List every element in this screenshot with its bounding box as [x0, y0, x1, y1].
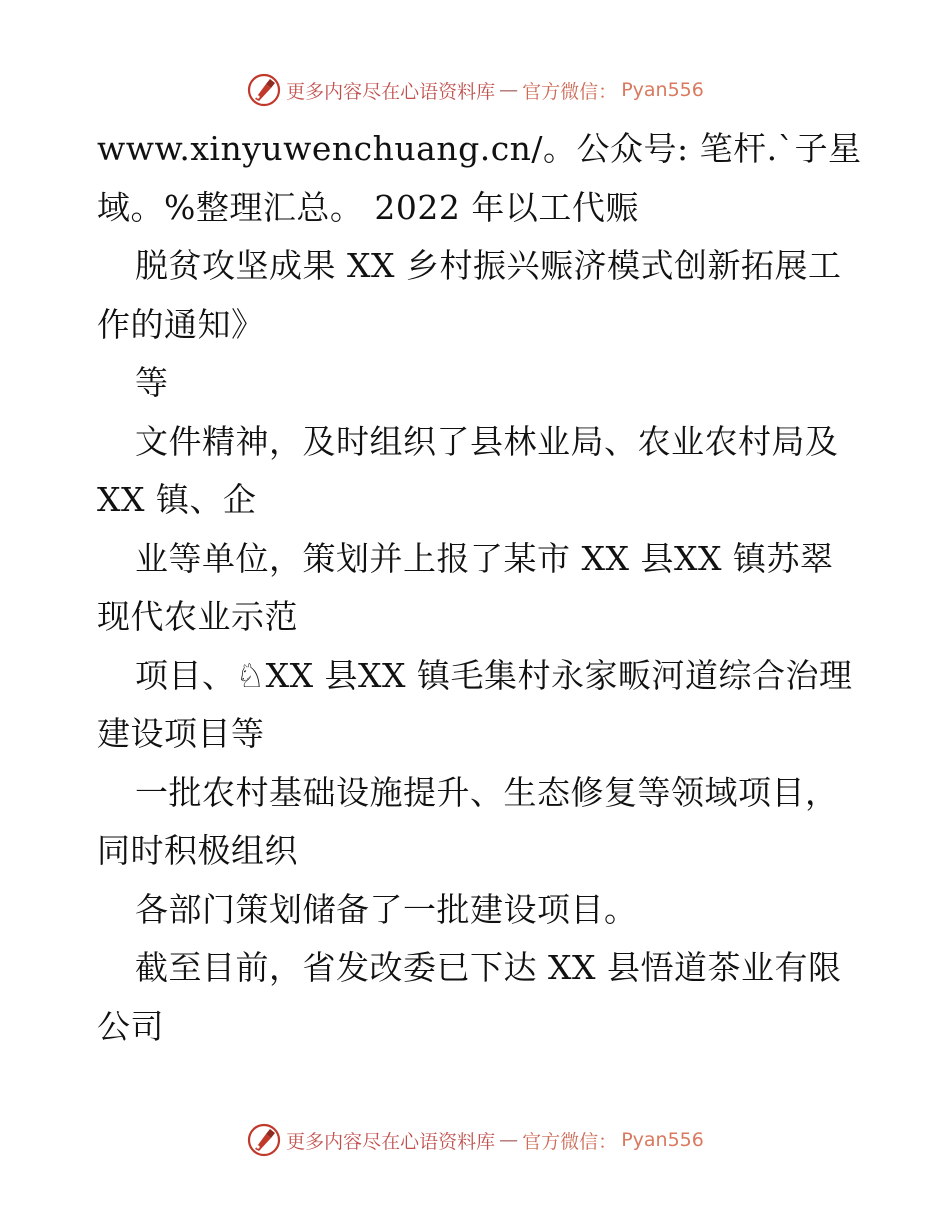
text-line: 脱贫攻坚成果 XX 乡村振兴赈济模式创新拓展工	[135, 246, 842, 285]
text-line: 同时积极组织	[97, 831, 298, 870]
pen-nib-circle-icon	[246, 1122, 282, 1158]
watermark-wechat-label: 官方微信：	[522, 80, 618, 103]
text-line: 截至目前，省发改委已下达 XX 县悟道茶业有限	[135, 948, 842, 987]
text-line: www.xinyuwenchuang.cn/。公众号: 笔杆.`子星	[97, 129, 862, 168]
watermark-text: 更多内容尽在心语资料库	[286, 80, 496, 103]
text-line: 业等单位，策划并上报了某市 XX 县XX 镇苏翠	[135, 538, 834, 578]
watermark-dash: —	[499, 79, 519, 101]
watermark-wechat-id: Pyan556	[621, 1129, 704, 1151]
footer-watermark	[0, 1120, 950, 1160]
pen-nib-circle-icon	[246, 72, 282, 108]
text-line: 各部门策划储备了一批建设项目。	[135, 889, 638, 929]
text-line: 等	[135, 363, 169, 402]
header-watermark	[0, 70, 950, 110]
document-body	[97, 120, 877, 1056]
watermark-dash: —	[499, 1129, 519, 1151]
text-line: 项目、♘XX 县XX 镇毛集村永家畈河道综合治理	[135, 655, 853, 695]
watermark-text: 更多内容尽在心语资料库	[286, 1130, 496, 1153]
watermark-wechat-id: Pyan556	[621, 79, 704, 101]
text-line: 域。%整理汇总。 2022 年以工代赈	[97, 187, 639, 227]
watermark-wechat-label: 官方微信：	[522, 1130, 618, 1153]
text-line: 建设项目等	[97, 714, 265, 753]
text-line: 一批农村基础设施提升、生态修复等领域项目，	[135, 772, 839, 812]
text-line: 文件精神，及时组织了县林业局、农业农村局及	[135, 421, 839, 461]
text-line: XX 镇、企	[97, 480, 257, 519]
text-line: 现代农业示范	[97, 597, 298, 636]
text-line: 公司	[97, 1006, 164, 1046]
text-line: 作的通知》	[97, 304, 265, 344]
